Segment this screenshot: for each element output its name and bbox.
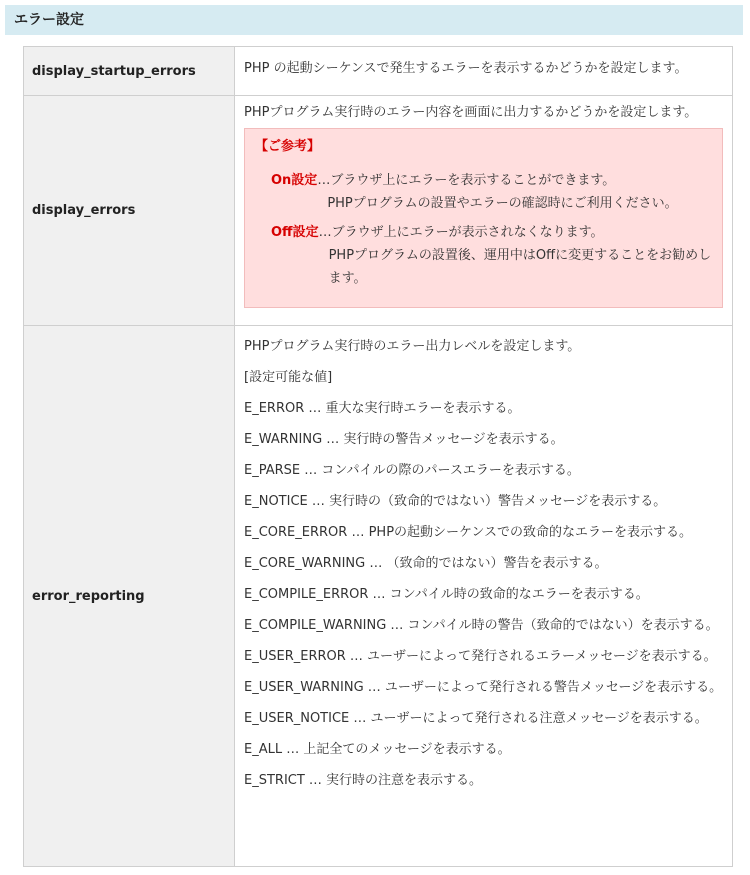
setting-key-display-startup-errors: display_startup_errors — [24, 47, 235, 96]
section-title: エラー設定 — [5, 5, 743, 35]
list-item: E_COMPILE_ERROR … コンパイル時の致命的なエラーを表示する。 — [244, 587, 649, 602]
description-text: PHP の起動シーケンスで発生するエラーを表示するかどうかを設定します。 — [244, 61, 688, 76]
note-entry-on — [255, 169, 712, 215]
table-row — [24, 96, 733, 326]
setting-description — [235, 47, 733, 96]
list-item: E_WARNING … 実行時の警告メッセージを表示する。 — [244, 432, 564, 447]
values-title: [設定可能な値] — [244, 370, 333, 385]
list-item: E_CORE_ERROR … PHPの起動シーケンスでの致命的なエラーを表示する。 — [244, 525, 692, 540]
setting-description — [235, 96, 733, 326]
note-body — [317, 169, 712, 215]
note-entry-off — [255, 221, 712, 290]
settings-table — [23, 46, 733, 867]
error-level-list — [244, 399, 723, 791]
setting-description — [235, 326, 733, 867]
note-body — [319, 221, 712, 290]
note-line: PHPプログラムの設置後、運用中はOffに変更することをお勧めします。 — [328, 248, 712, 286]
list-item: E_PARSE … コンパイルの際のパースエラーを表示する。 — [244, 463, 580, 478]
list-item: E_NOTICE … 実行時の（致命的ではない）警告メッセージを表示する。 — [244, 494, 667, 509]
note-title: 【ご参考】 — [255, 139, 321, 154]
list-item: E_ERROR … 重大な実行時エラーを表示する。 — [244, 401, 521, 416]
note-label: On設定 — [271, 173, 318, 188]
description-text: PHPプログラム実行時のエラー内容を画面に出力するかどうかを設定します。 — [244, 105, 698, 120]
list-item: E_ALL … 上記全てのメッセージを表示する。 — [244, 742, 511, 757]
list-item: E_STRICT … 実行時の注意を表示する。 — [244, 773, 483, 788]
note-line: PHPプログラムの設置やエラーの確認時にご利用ください。 — [327, 196, 678, 211]
list-item: E_USER_WARNING … ユーザーによって発行される警告メッセージを表示する。 — [244, 680, 723, 695]
reference-note-box — [244, 128, 723, 308]
setting-key-error-reporting: error_reporting — [24, 326, 235, 867]
note-line: …ブラウザ上にエラーが表示されなくなります。 — [318, 225, 604, 240]
note-label: Off設定 — [271, 225, 319, 240]
table-row — [24, 47, 733, 96]
note-line: …ブラウザ上にエラーを表示することができます。 — [317, 173, 616, 188]
list-item: E_USER_ERROR … ユーザーによって発行されるエラーメッセージを表示する。 — [244, 649, 717, 664]
table-row — [24, 326, 733, 867]
list-item: E_USER_NOTICE … ユーザーによって発行される注意メッセージを表示する。 — [244, 711, 708, 726]
list-item: E_CORE_WARNING … （致命的ではない）警告を表示する。 — [244, 556, 608, 571]
list-item: E_COMPILE_WARNING … コンパイル時の警告（致命的ではない）を表示する。 — [244, 618, 719, 633]
description-text: PHPプログラム実行時のエラー出力レベルを設定します。 — [244, 339, 581, 354]
setting-key-display-errors: display_errors — [24, 96, 235, 326]
